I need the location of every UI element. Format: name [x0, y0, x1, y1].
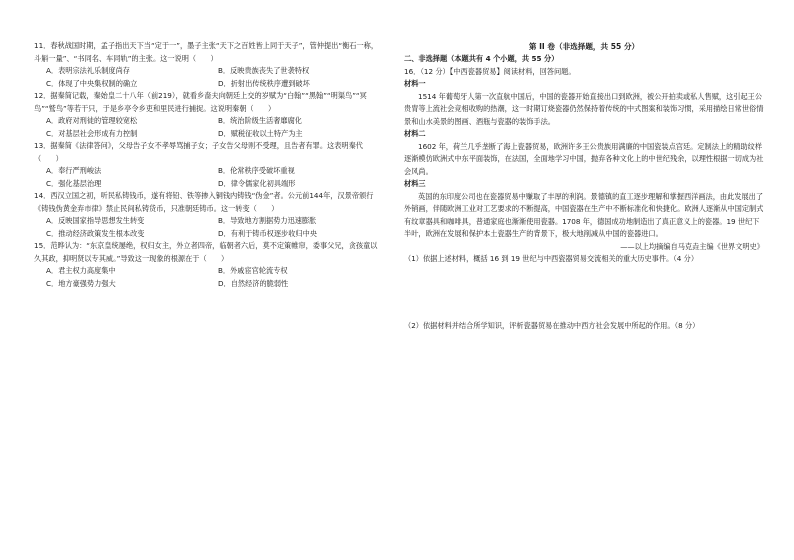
sub-question-1: （1）依据上述材料，概括 16 到 19 世纪与中西瓷器贸易交流相关的重大历史事件。（4 分） — [404, 254, 699, 263]
option-b: B．导致地方割据势力迅速膨胀 — [218, 216, 317, 225]
option-b: B．伦常秩序受破坏重视 — [218, 166, 295, 175]
options-grid — [46, 115, 384, 140]
sub-question-2: （2）依据材料并结合所学知识，评析瓷器贸易在推动中西方社会发展中所起的作用。（8 分） — [404, 320, 700, 330]
option-c: C．强化基层治理 — [46, 178, 102, 188]
question-14 — [34, 190, 384, 240]
material-3-label: 材料三 — [404, 179, 426, 188]
question-stem: 12．据秦简记载，秦始皇二十八年（前219），就看乡啬夫向朝廷上交的岁赋为“白翰”“黑翰”“明渠鸟”“冥鸟”“鹫鸟”等若干只，于是乡亭令乡吏和里民进行捕捉。这说明秦朝（ ） — [34, 91, 367, 113]
answer-space-1 — [404, 266, 764, 320]
options-grid — [46, 215, 384, 240]
source-citation: ——以上均摘编自马克垚主编《世界文明史》 — [620, 241, 764, 251]
option-d: D．折射出传统秩序遭到破坏 — [218, 78, 310, 88]
option-b: B．统治阶级生活奢靡腐化 — [218, 116, 302, 125]
question-11 — [34, 40, 384, 90]
option-b: B．反映贵族丧失了世袭特权 — [218, 66, 310, 75]
question-stem: 13．据秦简《法律答问》，父母告子女不孝辱骂捕子女；子女告父母则不受理，且告者有罪。这表明秦代（ ） — [34, 141, 363, 163]
options-grid — [46, 165, 384, 190]
left-column — [34, 40, 384, 290]
option-a: A．君主权力高度集中 — [46, 266, 116, 275]
option-d: D．有利于铸币权逐步收归中央 — [218, 228, 317, 238]
material-2-text: 1602 年，荷兰几乎垄断了海上瓷器贸易，欧洲许多王公贵族用满廉的中国瓷装点宫廷。定制法上的精助纹样逐渐模仿欧洲式中东平面装饰，在法国，全面地学习中国，抛弃各种文化上的中世纪残余，以理性根据一切成为社会风尚。 — [404, 141, 764, 176]
options-grid — [46, 65, 384, 90]
right-column — [404, 40, 764, 332]
options-grid — [46, 265, 384, 290]
option-a: A．表明宗法礼乐制度尚存 — [46, 66, 130, 75]
option-c: C．体现了中央集权制的确立 — [46, 78, 138, 88]
option-a: A．政府对刑徒的管理较宽松 — [46, 116, 138, 125]
option-d: D．赋税征收以土特产为主 — [218, 128, 303, 138]
part-title: 二、非选择题（本题共有 4 个小题，共 55 分） — [404, 54, 559, 63]
option-d: D．自然经济的脆弱性 — [218, 278, 289, 288]
option-c: C．对基层社会形成有力控制 — [46, 128, 138, 138]
option-a: A．反映国家指导思想发生转变 — [46, 216, 145, 225]
question-stem: 15．范晔认为：“东京皇统屡绝，权归女主，外立者四帝，临朝者六后，莫不定策帷帘，委事父兄，贪孩童以久其政，抑明贤以专其威。”导致这一现象的根源在于（ ） — [34, 241, 378, 263]
option-c: C．推动经济政策发生根本改变 — [46, 228, 145, 238]
question-13 — [34, 140, 384, 190]
section-title: 第 II 卷（非选择题，共 55 分） — [528, 42, 640, 51]
question-16-intro: 16．（12 分）【中西瓷器贸易】阅读材料，回答问题。 — [404, 66, 576, 76]
question-stem: 11．春秋战国时期，孟子指出天下当“定于一”，墨子主张“天下之百姓皆上同于天子”，管仲提出“衡石一称，斗斛一量”、“书同名、车同轨”的主张。这一说明（ ） — [34, 41, 379, 63]
material-1-text: 1514 年葡萄牙人第一次直航中国后，中国的瓷器开始直接出口到欧洲，被公开拍卖或私人售赋，这引起王公贵胄等上流社会竞相收购的热潮，这一时期订烧瓷器仍然保持着传统的中式图案和装饰习惯，采用描绘日常世俗情景和山水美景的图画、酒瓶与瓷器的装饰手法。 — [404, 91, 764, 126]
question-stem: 14．西汉立国之初，听民私铸钱币，遂有将铅、铁等掺入铜钱内铸钱“伪金”者。公元前144年，汉景帝颁行《铸钱伪黄金弃市律》禁止民间私铸货币，只准朝廷铸币。这一转变（ ） — [34, 191, 374, 213]
material-3-text: 英国的东印度公司也在瓷器贸易中赚取了丰厚的利润。景德镇的直工逐步理解和掌握西洋画法，由此发展出了外销画，伴随欧洲工业对工艺要求的不断提高，中国瓷器在生产中不断标准化和快捷化。欧洲人逐渐从中国定制式有纹章器具和咖啡具，普通家庭也渐渐使用瓷器。1708 年，德国成功地制造出了真正意义上的瓷器。19 世纪下半叶，欧洲在发展和保护本土瓷器生产的背景下，极大地削减从中国的瓷器进口。 — [404, 191, 764, 238]
option-d: D．律令儒家化初具端形 — [218, 178, 296, 188]
material-1-label: 材料一 — [404, 79, 426, 88]
option-c: C．地方豪强势力强大 — [46, 278, 116, 288]
question-15 — [34, 240, 384, 290]
question-12 — [34, 90, 384, 140]
option-a: A．奉行严刑峻法 — [46, 166, 102, 175]
option-b: B．外戚宦官轮流专权 — [218, 266, 288, 275]
material-2-label: 材料二 — [404, 129, 426, 138]
